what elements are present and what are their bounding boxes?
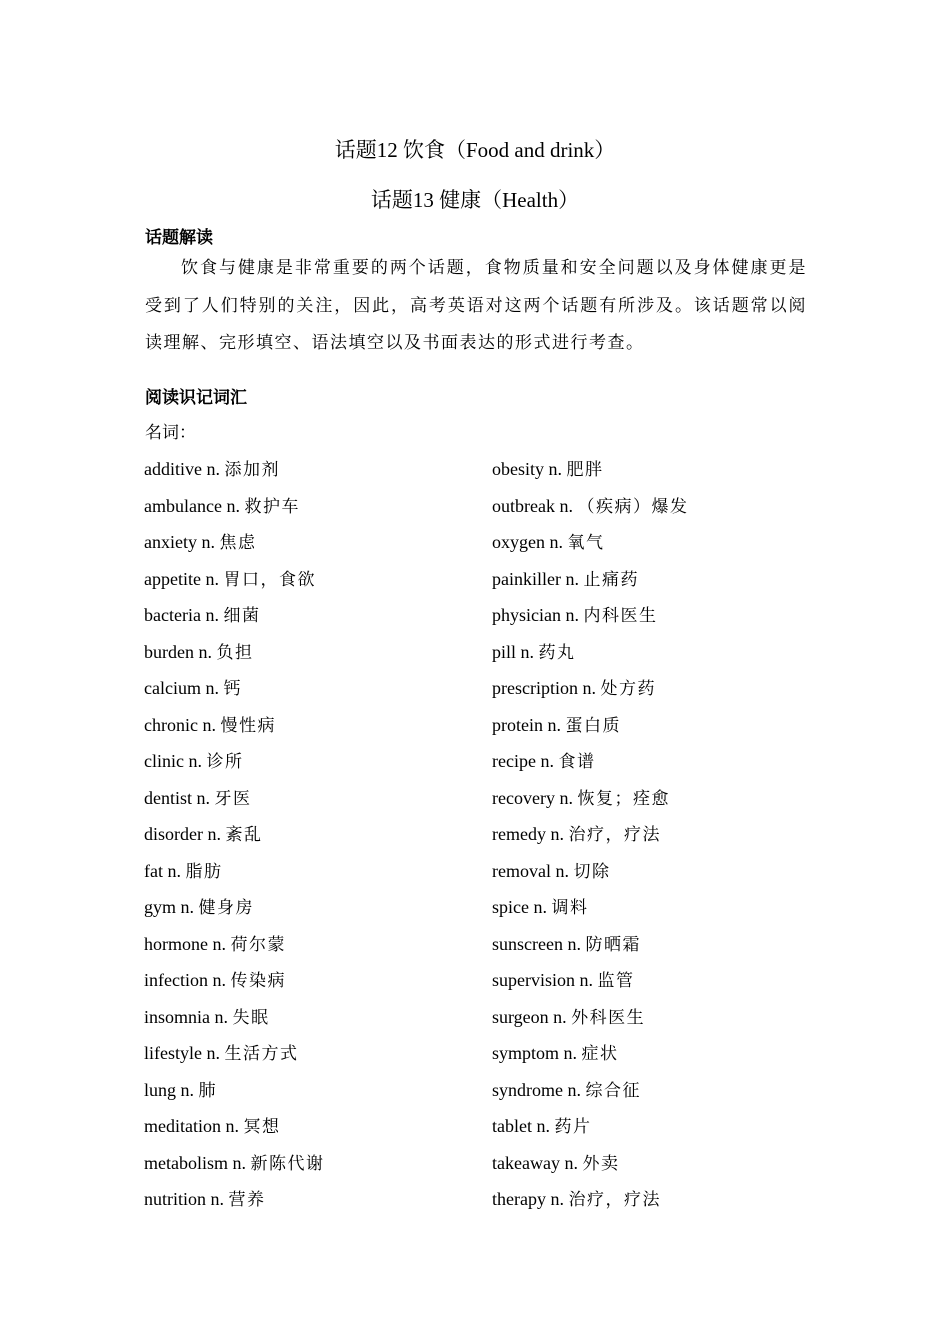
vocab-entry xyxy=(144,931,474,968)
vocab-word: removal n. xyxy=(492,860,574,881)
vocab-word: dentist n. xyxy=(144,787,215,808)
vocab-entry xyxy=(144,675,474,712)
vocab-meaning: 药丸 xyxy=(538,642,576,662)
vocab-word: infection n. xyxy=(144,970,231,990)
vocab-word: clinic n. xyxy=(144,751,207,771)
vocab-word: gym n. xyxy=(144,897,199,917)
vocab-entry xyxy=(492,529,822,566)
vocab-word: bacteria n. xyxy=(144,605,224,625)
vocab-entry xyxy=(144,748,474,785)
vocab-word: supervision n. xyxy=(492,970,598,990)
vocab-meaning: 传染病 xyxy=(230,971,286,990)
vocab-meaning: 荷尔蒙 xyxy=(230,934,286,954)
vocab-entry xyxy=(144,602,474,639)
vocab-word: therapy n. xyxy=(492,1189,569,1209)
vocab-entry xyxy=(144,967,474,1004)
document-title: 话题12 饮食（Food and drink） xyxy=(334,138,616,162)
vocab-word: obesity n. xyxy=(492,459,567,479)
vocab-entry xyxy=(492,712,822,749)
vocab-meaning: 焦虑 xyxy=(219,533,257,552)
vocab-entry xyxy=(492,894,822,931)
vocab-entry xyxy=(492,1186,822,1223)
vocab-entry xyxy=(492,821,822,858)
vocab-meaning: 氧气 xyxy=(567,533,605,552)
vocab-entry xyxy=(144,1186,474,1223)
vocab-meaning: 负担 xyxy=(216,642,254,662)
vocab-entry xyxy=(492,967,822,1004)
vocab-meaning: 蛋白质 xyxy=(565,715,621,735)
vocab-entry xyxy=(144,1040,474,1077)
vocab-word: prescription n. xyxy=(492,678,601,698)
vocab-entry xyxy=(144,1113,474,1150)
vocab-word: nutrition n. xyxy=(144,1189,229,1209)
vocab-word: protein n. xyxy=(492,714,566,735)
vocab-entry xyxy=(144,858,474,895)
vocab-entry xyxy=(144,529,474,566)
vocab-word: painkiller n. xyxy=(492,568,584,589)
vocab-entry xyxy=(492,493,822,530)
vocab-meaning: 药片 xyxy=(554,1117,592,1136)
vocab-entry xyxy=(144,894,474,931)
vocab-meaning: 脂肪 xyxy=(185,861,223,881)
vocab-entry xyxy=(144,456,474,493)
vocab-meaning: 细菌 xyxy=(223,606,261,625)
vocab-meaning: 牙医 xyxy=(214,788,252,808)
vocab-meaning: （疾病）爆发 xyxy=(577,496,689,516)
vocab-meaning: 外科医生 xyxy=(571,1007,646,1027)
vocab-word: sunscreen n. xyxy=(492,933,586,954)
vocab-meaning: 胃口，食欲 xyxy=(223,569,316,589)
vocab-meaning: 生活方式 xyxy=(224,1044,299,1063)
vocab-entry xyxy=(492,931,822,968)
vocab-meaning: 症状 xyxy=(581,1044,619,1063)
vocab-meaning: 冥想 xyxy=(243,1117,281,1136)
vocab-meaning: 营养 xyxy=(228,1190,266,1209)
vocab-word: symptom n. xyxy=(492,1043,582,1063)
vocab-word: syndrome n. xyxy=(492,1079,586,1100)
vocab-word: hormone n. xyxy=(144,933,231,954)
vocab-meaning: 慢性病 xyxy=(220,715,276,735)
vocab-entry xyxy=(492,1150,822,1187)
vocab-word: fat n. xyxy=(144,860,186,881)
vocab-meaning: 紊乱 xyxy=(225,825,263,844)
vocab-word: outbreak n. xyxy=(492,495,578,516)
vocab-entry xyxy=(492,639,822,676)
vocab-word: insomnia n. xyxy=(144,1006,233,1027)
vocab-entry xyxy=(144,639,474,676)
vocab-word: additive n. xyxy=(144,459,225,479)
vocab-meaning: 恢复；痊愈 xyxy=(577,788,670,808)
vocab-list-right xyxy=(492,456,822,1223)
vocab-meaning: 食谱 xyxy=(558,752,596,771)
vocab-entry xyxy=(492,1113,822,1150)
vocab-entry xyxy=(492,785,822,822)
vocab-word: pill n. xyxy=(492,641,539,662)
vocab-word: recovery n. xyxy=(492,787,578,808)
vocab-meaning: 调料 xyxy=(551,898,589,917)
part-of-speech-label: 名词： xyxy=(145,423,196,442)
vocab-entry xyxy=(492,748,822,785)
vocab-meaning: 防晒霜 xyxy=(585,934,641,954)
vocab-meaning: 添加剂 xyxy=(224,460,280,479)
vocab-list-left xyxy=(144,456,474,1223)
vocab-meaning: 内科医生 xyxy=(583,606,658,625)
vocab-meaning: 综合征 xyxy=(585,1080,641,1100)
vocab-meaning: 治疗，疗法 xyxy=(568,825,661,844)
vocab-entry xyxy=(492,602,822,639)
vocab-entry xyxy=(144,712,474,749)
vocab-meaning: 治疗，疗法 xyxy=(568,1190,661,1209)
vocab-word: meditation n. xyxy=(144,1116,244,1136)
vocab-entry xyxy=(492,858,822,895)
vocab-word: physician n. xyxy=(492,605,584,625)
vocab-word: spice n. xyxy=(492,897,552,917)
vocab-entry xyxy=(492,456,822,493)
vocab-meaning: 健身房 xyxy=(198,898,255,917)
vocab-entry xyxy=(492,1004,822,1041)
vocab-word: tablet n. xyxy=(492,1116,555,1136)
vocab-word: recipe n. xyxy=(492,751,559,771)
vocab-meaning: 肺 xyxy=(198,1080,218,1100)
vocab-word: ambulance n. xyxy=(144,495,245,516)
vocab-meaning: 新陈代谢 xyxy=(250,1153,325,1173)
vocab-meaning: 止痛药 xyxy=(583,569,639,589)
vocab-meaning: 失眠 xyxy=(232,1007,270,1027)
vocab-entry xyxy=(144,821,474,858)
vocab-entry xyxy=(492,1077,822,1114)
vocab-word: burden n. xyxy=(144,641,217,662)
vocab-word: metabolism n. xyxy=(144,1152,251,1173)
vocab-word: calcium n. xyxy=(144,678,224,698)
vocab-meaning: 肥胖 xyxy=(566,460,604,479)
vocab-word: anxiety n. xyxy=(144,532,220,552)
vocab-meaning: 处方药 xyxy=(600,679,656,698)
vocab-word: oxygen n. xyxy=(492,532,568,552)
vocab-entry xyxy=(144,493,474,530)
intro-heading: 话题解读 xyxy=(145,228,213,247)
vocab-entry xyxy=(492,1040,822,1077)
vocab-meaning: 监管 xyxy=(597,971,635,990)
vocab-entry xyxy=(144,1004,474,1041)
vocab-entry xyxy=(144,1150,474,1187)
vocab-word: surgeon n. xyxy=(492,1006,572,1027)
vocab-word: disorder n. xyxy=(144,824,226,844)
vocab-entry xyxy=(144,1077,474,1114)
document-subtitle: 话题13 健康（Health） xyxy=(370,188,580,212)
vocab-word: remedy n. xyxy=(492,824,569,844)
vocab-word: appetite n. xyxy=(144,568,224,589)
vocab-entry xyxy=(492,675,822,712)
vocab-meaning: 外卖 xyxy=(582,1153,620,1173)
vocab-entry xyxy=(144,566,474,603)
vocab-meaning: 钙 xyxy=(223,679,242,698)
vocab-heading: 阅读识记词汇 xyxy=(145,388,247,407)
vocab-word: lifestyle n. xyxy=(144,1043,225,1063)
vocab-word: takeaway n. xyxy=(492,1152,583,1173)
vocab-word: chronic n. xyxy=(144,714,221,735)
vocab-word: lung n. xyxy=(144,1079,199,1100)
vocab-meaning: 救护车 xyxy=(244,496,300,516)
vocab-meaning: 诊所 xyxy=(206,752,244,771)
vocab-entry xyxy=(492,566,822,603)
vocab-meaning: 切除 xyxy=(573,861,611,881)
intro-paragraph: 饮食与健康是非常重要的两个话题，食物质量和安全问题以及身体健康更是受到了人们特别的关注，因此，高考英语对这两个话题有所涉及。该话题常以阅读理解、完形填空、语法填空以及书面表达的形式进行考查。 xyxy=(145,258,807,352)
vocab-entry xyxy=(144,785,474,822)
